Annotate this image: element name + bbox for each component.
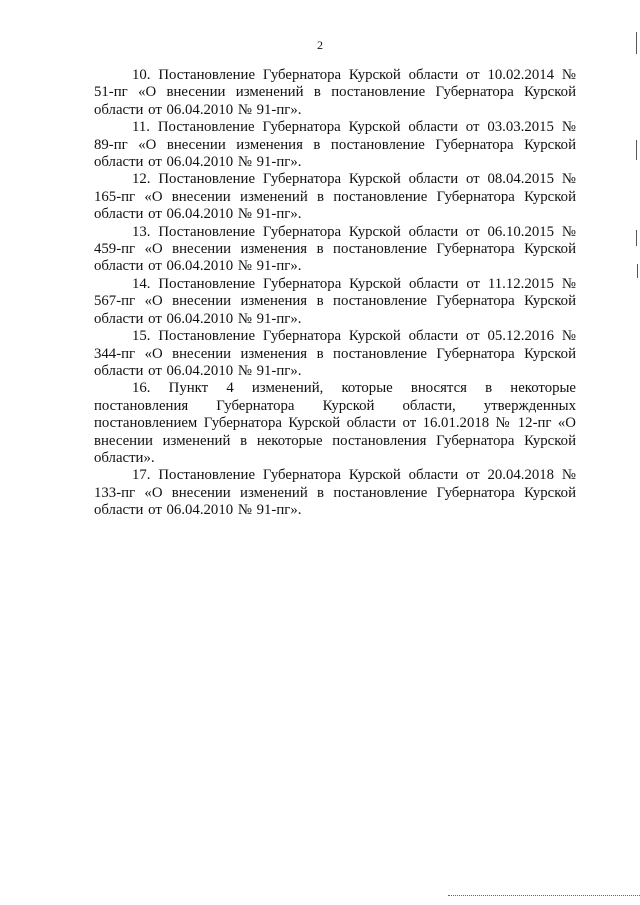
scan-artifact (637, 264, 638, 278)
list-item-13: 13. Постановление Губернатора Курской области от 06.10.2015 № 459-пг «О внесении изменения в постановление Губернатора Курской области от 06.04.2010 № 91-пг». (94, 223, 576, 275)
list-item-17: 17. Постановление Губернатора Курской области от 20.04.2018 № 133-пг «О внесении изменений в постановление Губернатора Курской области от 06.04.2010 № 91-пг». (94, 467, 576, 519)
list-item-14: 14. Постановление Губернатора Курской области от 11.12.2015 № 567-пг «О внесении изменения в постановление Губернатора Курской области от 06.04.2010 № 91-пг». (94, 275, 576, 327)
list-item-15: 15. Постановление Губернатора Курской области от 05.12.2016 № 344-пг «О внесении изменения в постановление Губернатора Курской области от 06.04.2010 № 91-пг». (94, 328, 576, 379)
list-item-16: 16. Пункт 4 изменений, которые вносятся в некоторые постановления Губернатора Курской области, утвержденных постановлением Губернатора Курской области от 16.01.2018 № 12-пг «О внесении изменений в некоторые постановления Губернатора Курской области». (94, 380, 576, 466)
list-item-12: 12. Постановление Губернатора Курской области от 08.04.2015 № 165-пг «О внесении изменений в постановление Губернатора Курской области от 06.04.2010 № 91-пг». (94, 171, 576, 223)
document-body (94, 67, 576, 520)
scan-edge-line (448, 895, 640, 896)
scan-artifact (636, 230, 637, 246)
list-item-11: 11. Постановление Губернатора Курской области от 03.03.2015 № 89-пг «О внесении изменения в постановление Губернатора Курской области от 06.04.2010 № 91-пг». (94, 119, 576, 171)
list-item-10: 10. Постановление Губернатора Курской области от 10.02.2014 № 51-пг «О внесении изменений в постановление Губернатора Курской области от 06.04.2010 № 91-пг». (94, 67, 576, 118)
scan-artifact (636, 32, 637, 54)
scan-artifact (636, 140, 637, 160)
page-number: 2 (317, 38, 323, 52)
